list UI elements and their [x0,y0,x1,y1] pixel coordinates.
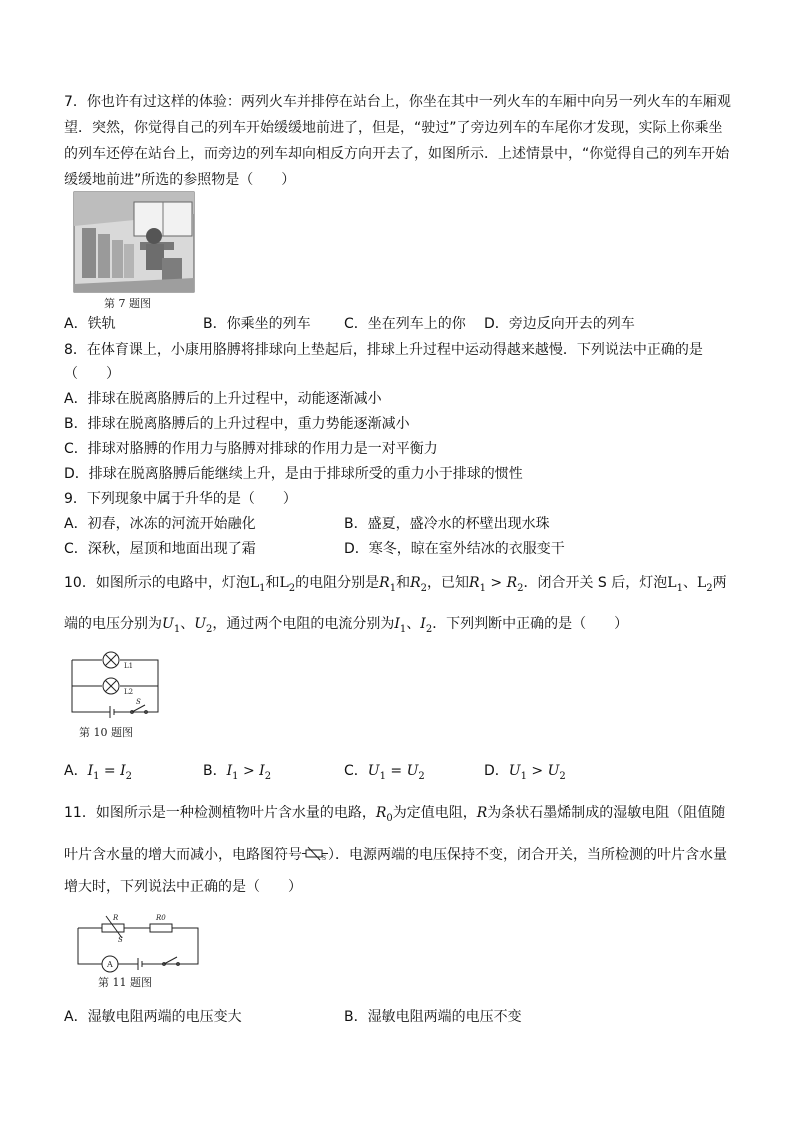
i1-symbol: $I_1$ [394,616,407,635]
train-interior-illustration [74,192,194,292]
q10-option-c[interactable] [344,761,425,787]
q10-option-a[interactable] [64,761,132,787]
switch-label: S [136,698,141,706]
q10-text-part: 端的电压分别为 [64,616,162,632]
q9-stem: 9．下列现象中属于升华的是（ ） [64,491,297,507]
q7-stem-line-4: 缓缓地前进”所选的参照物是（ ） [64,172,296,188]
q10-option-a-letter: A． [64,763,88,779]
i1-eq-i2-formula: $I_1 = I_2$ [87,763,133,782]
q7-option-a[interactable]: A．铁轨 [64,316,116,332]
r1-symbol: $R_1$ [379,575,397,594]
q10-text-part: 10．如图所示的电路中，灯泡 [64,575,250,591]
q10-option-c-letter: C． [344,763,368,779]
u1-gt-u2-formula: $U_1 > U_2$ [508,763,566,782]
q7-option-c[interactable]: C．坐在列车上的你 [344,316,466,332]
q10-stem-line-1 [64,573,730,599]
q11-stem-line-1 [64,803,730,829]
q10-option-b[interactable] [203,761,271,787]
q8-option-c[interactable]: C．排球对胳膊的作用力与胳膊对排球的作用力是一对平衡力 [64,441,438,457]
q9-option-b[interactable]: B．盛夏，盛冷水的杯壁出现水珠 [344,516,550,532]
q10-option-d[interactable] [484,761,566,787]
q10-text-part: 两 [712,575,727,591]
q11-text-part: 为条状石墨烯制成的湿敏电阻（阻值随 [487,805,726,821]
lamp1-symbol: $L_1$ [249,575,266,594]
s-label: S [118,936,123,944]
q7-figure-caption: 第 7 题图 [104,297,151,310]
q11-stem-line-2 [64,845,730,865]
r0-symbol: $R_0$ [375,805,393,824]
q10-text-part: ，通过两个电阻的电流分别为 [212,616,395,632]
q9-option-d[interactable]: D．寒冬，晾在室外结冰的衣服变干 [344,541,565,557]
u1-eq-u2-formula: $U_1 = U_2$ [367,763,425,782]
i2-symbol: $I_2$ [420,616,433,635]
q11-option-b[interactable]: B．湿敏电阻两端的电压不变 [344,1009,522,1025]
ammeter-label: A [107,960,113,969]
q10-circuit-diagram [70,650,162,718]
q8-stem-line-2: （ ） [64,366,120,382]
q11-circuit-diagram [76,908,200,970]
q10-text-part: 、 [406,616,421,632]
i1-gt-i2-formula: $I_1 > I_2$ [226,763,272,782]
q10-stem-line-2 [64,614,730,640]
q11-figure-caption: 第 11 题图 [98,976,152,989]
q8-option-d[interactable]: D．排球在脱离胳膊后能继续上升，是由于排球所受的重力小于排球的惯性 [64,466,523,482]
q11-text-part: ）．电源两端的电压保持不变，闭合开关，当所检测的叶片含水量 [328,847,727,863]
q8-option-b[interactable]: B．排球在脱离胳膊后的上升过程中，重力势能逐渐减小 [64,416,410,432]
q11-text-part: 叶片含水量的增大而减小，电路图符号 [64,847,302,863]
u1-symbol: $U_1$ [162,616,181,635]
q7-option-b[interactable]: B．你乘坐的列车 [203,316,311,332]
q8-option-a[interactable]: A．排球在脱离胳膊后的上升过程中，动能逐渐减小 [64,391,382,407]
r-symbol: R [476,805,488,821]
q8-stem-line-1: 8．在体育课上，小康用胳膊将排球向上垫起后，排球上升过程中运动得越来越慢．下列说法中正确的是 [64,342,703,358]
q9-option-c[interactable]: C．深秋，屋顶和地面出现了霜 [64,541,256,557]
q10-text-part: 的电阻分别是 [295,575,380,591]
r-label: R [113,914,119,922]
q10-option-b-letter: B． [203,763,227,779]
lamp1-symbol: $L_1$ [667,575,683,594]
q10-text-part: 、 [180,616,195,632]
q7-option-d[interactable]: D．旁边反向开去的列车 [484,316,635,332]
lamp2-symbol: $L_2$ [696,575,713,594]
lamp1-label: L1 [124,662,134,670]
q10-text-part: 和 [396,575,411,591]
q10-text-part: 和 [265,575,280,591]
lamp2-label: L2 [124,688,134,696]
q11-stem-line-3: 增大时，下列说法中正确的是（ ） [64,879,302,895]
r0-label: R0 [156,914,166,922]
q10-text-part: ，已知 [427,575,470,591]
q7-stem-line-2: 望．突然，你觉得自己的列车开始缓缓地前进了，但是，“驶过”了旁边列车的车尾你才发现，实际上你乘坐 [64,120,723,136]
q7-stem-line-3: 的列车还停在站台上，而旁边的列车却向相反方向开去了，如图所示．上述情景中，“你觉得自己的列车开始 [64,146,730,162]
q10-text-part: ．下列判断中正确的是（ ） [432,616,629,632]
svg-text:S: S [322,855,327,862]
q10-text-part: 、 [682,575,697,591]
q10-text-part: ．闭合开关 S 后，灯泡 [523,575,668,591]
u2-symbol: $U_2$ [194,616,213,635]
q7-stem-line-1: 7．你也许有过这样的体验：两列火车并排停在站台上，你坐在其中一列火车的车厢中向另一列火车的车厢观 [64,94,731,110]
q11-text-part: 11．如图所示是一种检测植物叶片含水量的电路， [64,805,376,821]
q9-option-a[interactable]: A．初春，冰冻的河流开始融化 [64,516,256,532]
q10-figure-caption: 第 10 题图 [79,726,133,739]
q10-option-d-letter: D． [484,763,509,779]
humidity-resistor-symbol-icon [302,847,328,861]
q11-option-a[interactable]: A．湿敏电阻两端的电压变大 [64,1009,242,1025]
lamp2-symbol: $L_2$ [279,575,296,594]
q11-text-part: 为定值电阻， [392,805,477,821]
r1-gt-r2-formula: $R_1 > R_2$ [469,575,524,594]
r2-symbol: $R_2$ [410,575,428,594]
